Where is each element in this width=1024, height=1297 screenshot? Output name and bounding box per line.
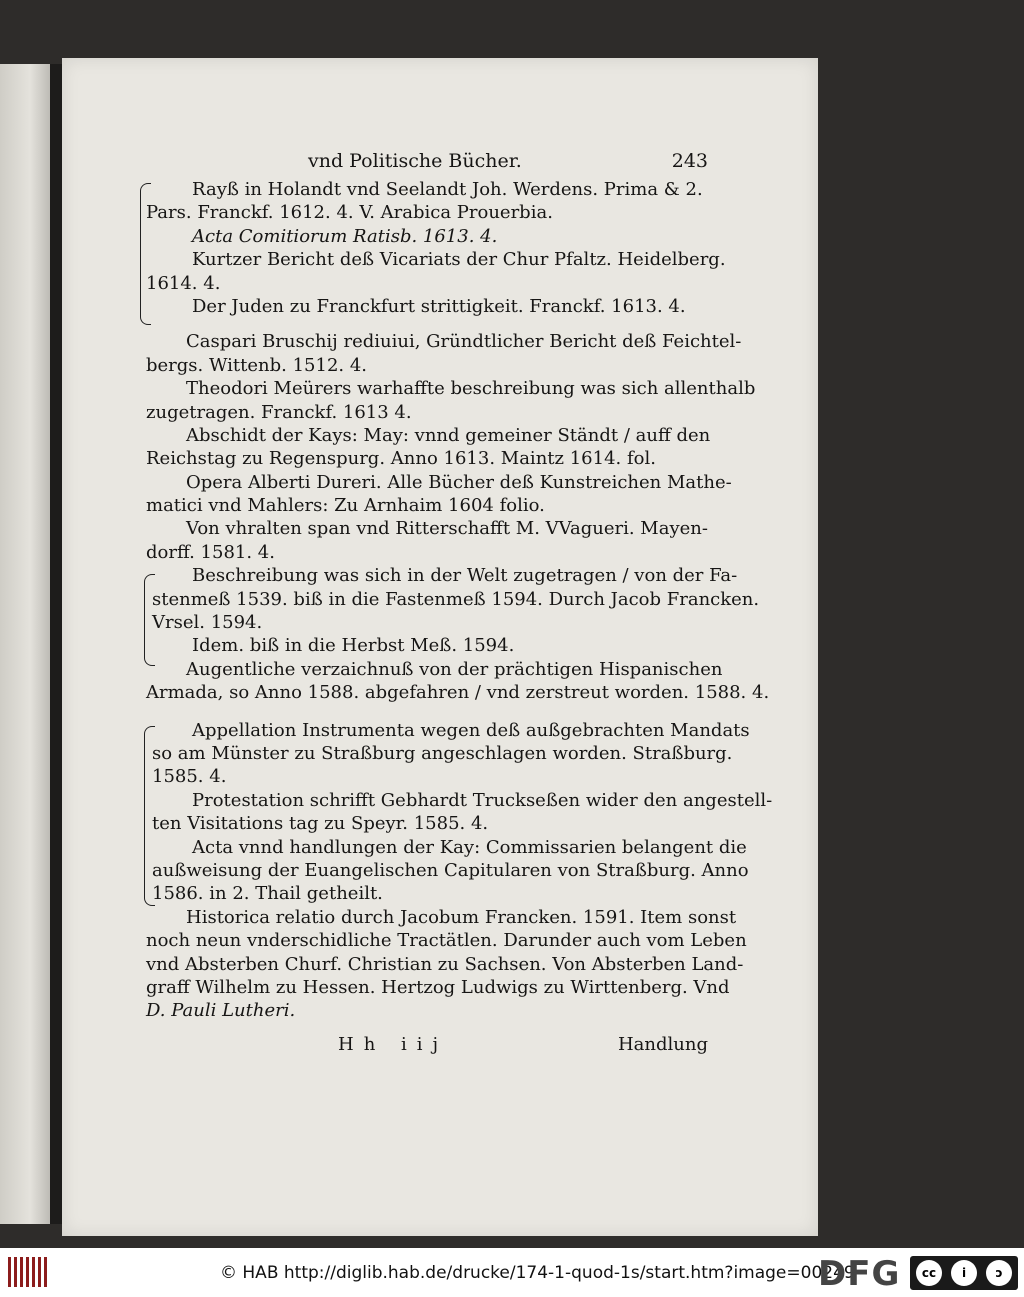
text-line: außweisung der Euangelischen Capitularen von Straßburg. Anno (152, 859, 749, 881)
text-line: Caspari Bruschij rediuiui, Gründtlicher Bericht deß Feichtel- (186, 331, 742, 353)
cc-license-badge[interactable] (910, 1256, 1018, 1290)
page-number: 243 (671, 150, 708, 172)
text-line: noch neun vnderschidliche Tractätlen. Darunder auch vom Leben (146, 930, 747, 952)
text-line: Protestation schrifft Gebhardt Truckseßen wider den angestell- (192, 789, 773, 811)
text-line: zugetragen. Franckf. 1613 4. (146, 401, 412, 423)
text-line: Acta Comitiorum Ratisb. 1613. 4. (192, 225, 498, 247)
text-line: Der Juden zu Franckfurt strittigkeit. Franckf. 1613. 4. (192, 295, 686, 317)
text-line: Acta vnnd handlungen der Kay: Commissarien belangent die (192, 836, 747, 858)
text-line: dorff. 1581. 4. (146, 541, 275, 563)
page-footer-line (146, 1033, 708, 1056)
text-line: Augentliche verzaichnuß von der prächtigen Hispanischen (186, 658, 723, 680)
text-line: D. Pauli Lutheri. (146, 1000, 296, 1022)
previous-page-edge (0, 64, 50, 1224)
copyright-link[interactable]: © HAB http://diglib.hab.de/drucke/174-1-quod-1s/start.htm?image=00249 (220, 1263, 855, 1283)
text-line: Vrsel. 1594. (152, 612, 263, 634)
text-line: Historica relatio durch Jacobum Francken. 1591. Item sonst (186, 906, 737, 928)
text-line: Appellation Instrumenta wegen deß außgebrachten Mandats (192, 719, 750, 741)
text-line: Von vhralten span vnd Ritterschafft M. VVagueri. Mayen- (186, 518, 708, 540)
cc-icon: cc (916, 1260, 942, 1286)
running-head-title: vnd Politische Bücher. (308, 150, 522, 172)
text-line: Rayß in Holandt vnd Seelandt Joh. Werdens. Prima & 2. (192, 179, 703, 200)
text-line: 1614. 4. (146, 272, 221, 294)
text-line: Reichstag zu Regenspurg. Anno 1613. Maintz 1614. fol. (146, 448, 656, 470)
text-line: bergs. Wittenb. 1512. 4. (146, 354, 368, 376)
by-icon: i (951, 1260, 977, 1286)
page-text (146, 150, 773, 1056)
hab-logo-icon[interactable] (8, 1257, 48, 1287)
text-line: Opera Alberti Dureri. Alle Bücher deß Kunstreichen Mathe- (186, 471, 732, 493)
signature-mark: Hh iij (338, 1033, 449, 1055)
book-page (62, 58, 818, 1236)
text-line: matici vnd Mahlers: Zu Arnhaim 1604 folio. (146, 495, 545, 517)
text-line: graff Wilhelm zu Hessen. Hertzog Ludwigs zu Wirttenberg. Vnd (146, 976, 730, 998)
text-line: 1585. 4. (152, 766, 227, 788)
text-line: Kurtzer Bericht deß Vicariats der Chur Pfaltz. Heidelberg. (192, 249, 726, 271)
text-line: Abschidt der Kays: May: vnnd gemeiner Ständt / auff den (186, 424, 711, 446)
gutter-shadow (50, 64, 62, 1224)
text-line: Pars. Franckf. 1612. 4. V. Arabica Prouerbia. (146, 202, 553, 224)
viewer-footer (0, 1248, 1024, 1297)
text-line: Idem. biß in die Herbst Meß. 1594. (192, 635, 515, 657)
text-line: vnd Absterben Churf. Christian zu Sachsen. Von Absterben Land- (146, 953, 744, 975)
text-line: Theodori Meürers warhaffte beschreibung was sich allenthalb (186, 378, 756, 400)
running-head (146, 150, 708, 178)
text-line: Beschreibung was sich in der Welt zugetragen / von der Fa- (192, 565, 738, 587)
text-line: 1586. in 2. Thail getheilt. (152, 883, 383, 905)
text-line: so am Münster zu Straßburg angeschlagen worden. Straßburg. (152, 742, 733, 764)
text-line: ten Visitations tag zu Speyr. 1585. 4. (152, 813, 489, 835)
dfg-logo[interactable]: DFG (818, 1254, 901, 1294)
catchword: Handlung (617, 1033, 708, 1055)
text-line: stenmeß 1539. biß in die Fastenmeß 1594. Durch Jacob Francken. (152, 588, 760, 610)
sa-icon: ɔ (986, 1260, 1012, 1286)
text-line: Armada, so Anno 1588. abgefahren / vnd zerstreut worden. 1588. 4. (146, 682, 770, 704)
